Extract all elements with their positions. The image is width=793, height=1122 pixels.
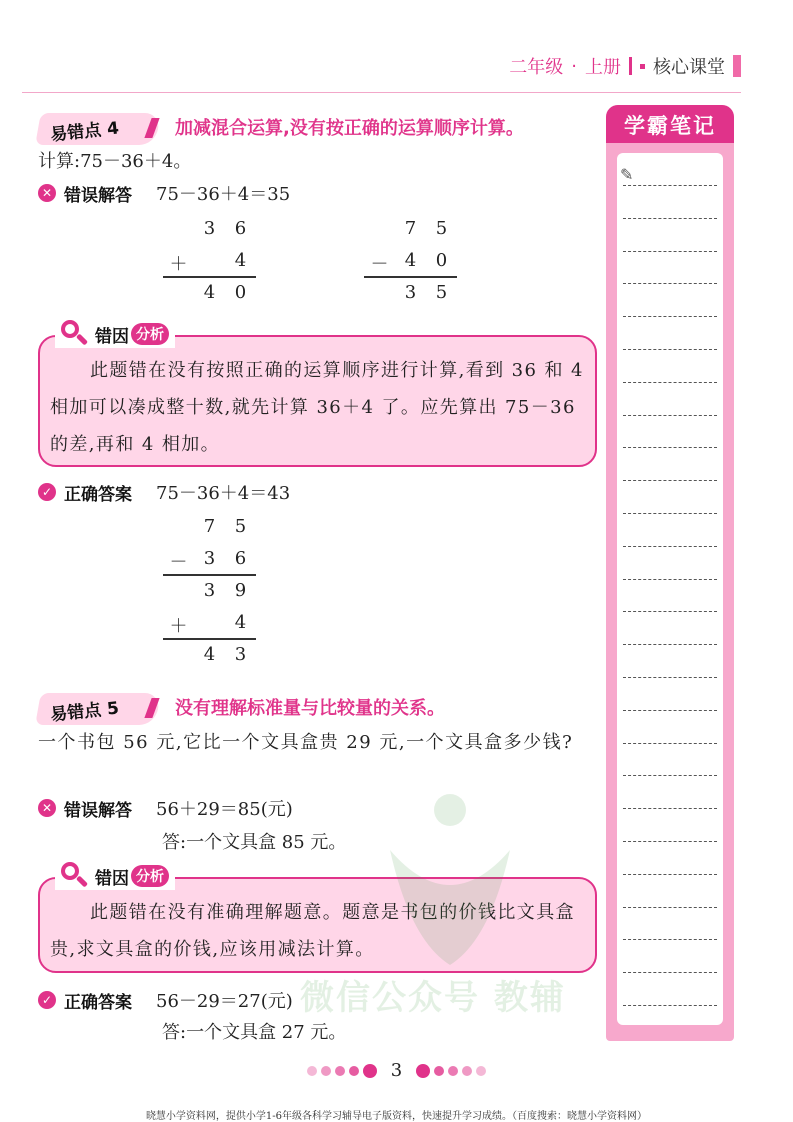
calc-cell: 3 [404, 282, 417, 303]
watermark-text: 微信公众号 教辅 [300, 978, 566, 1018]
calc-cell: 3 [203, 580, 216, 601]
page-dot [462, 1066, 472, 1076]
page-dot [448, 1066, 458, 1076]
calc-rule [163, 276, 256, 278]
note-line [623, 349, 717, 350]
calc-cell [163, 580, 194, 601]
calc-cell: 4 [203, 282, 216, 303]
page-number: 3 [390, 1060, 403, 1081]
section5-problem: 一个书包 56 元,它比一个文具盒贵 29 元,一个文具盒多少钱? [38, 732, 574, 753]
wrong-equation: 56＋29＝85(元) [156, 799, 293, 820]
header-volume: 上册 [585, 57, 621, 78]
note-line [623, 316, 717, 317]
analysis-label: 错因 [95, 868, 129, 889]
calc-rule [163, 638, 256, 640]
check-circle-icon: ✓ [38, 483, 56, 501]
error-point-tag-5: 易错点 5 [49, 698, 120, 726]
magnifier-icon [61, 862, 89, 890]
section4-wrong-row [38, 180, 290, 206]
note-line [623, 283, 717, 284]
calc-cell: ＋ [169, 254, 188, 275]
magnifier-icon [61, 320, 89, 348]
calc-cell: 9 [234, 580, 247, 601]
note-line [623, 907, 717, 908]
section4-right-row [38, 479, 290, 505]
calc-cell: 5 [435, 282, 448, 303]
check-circle-icon: ✓ [38, 991, 56, 1009]
pencil-icon: ✎ [620, 165, 634, 184]
calc-cell: 0 [435, 250, 448, 271]
notes-writing-area[interactable] [617, 153, 723, 1025]
section5-right-row [38, 987, 293, 1013]
header-dot: · [571, 55, 577, 77]
header-grade: 二年级 [509, 57, 564, 78]
note-line [623, 710, 717, 711]
calc-cell [364, 282, 395, 303]
note-line [623, 743, 717, 744]
header-square-icon [640, 64, 645, 69]
calc-cell [163, 516, 194, 537]
calc-cell: － [169, 552, 188, 573]
note-line [623, 1005, 717, 1006]
note-line [623, 251, 717, 252]
calc-cell: 7 [203, 516, 216, 537]
calc-cell: 3 [234, 644, 247, 665]
calc-rule [163, 574, 256, 576]
note-line [623, 972, 717, 973]
right-answer-sentence: 答:一个文具盒 27 元。 [162, 1022, 347, 1043]
page-dot [335, 1066, 345, 1076]
page-dot [416, 1064, 430, 1078]
section4-problem: 计算:75－36＋4。 [38, 151, 192, 172]
wrong-vertical-calc-2 [364, 218, 457, 318]
calc-cell [163, 218, 194, 239]
wrong-vertical-calc-1 [163, 218, 256, 318]
right-equation: 75－36＋4＝43 [156, 483, 291, 504]
analysis-badge: 分析 [131, 323, 169, 345]
right-vertical-calc [163, 516, 256, 676]
page-number-row [0, 1060, 793, 1081]
note-line [623, 382, 717, 383]
analysis-label: 错因 [95, 326, 129, 347]
calc-cell: 3 [203, 548, 216, 569]
page-dot [363, 1064, 377, 1078]
section4-title: 加减混合运算,没有按正确的运算顺序计算。 [175, 118, 524, 139]
calc-cell: 5 [234, 516, 247, 537]
analysis-header-4 [55, 320, 175, 348]
notes-title: 学霸笔记 [624, 114, 716, 138]
calc-cell: 4 [234, 612, 247, 633]
calc-cell [163, 644, 194, 665]
header-course: 核心课堂 [653, 57, 725, 78]
note-line [623, 546, 717, 547]
calc-cell: 4 [203, 644, 216, 665]
section5-title: 没有理解标准量与比较量的关系。 [175, 698, 445, 719]
wrong-answer-label: 错误解答 [64, 800, 132, 821]
watermark-logo [380, 790, 520, 970]
header-separator [629, 57, 632, 75]
page-dot [349, 1066, 359, 1076]
x-circle-icon: ✕ [38, 184, 56, 202]
header-end-bar [733, 55, 741, 77]
note-line [623, 874, 717, 875]
x-circle-icon: ✕ [38, 799, 56, 817]
section5-wrong-row [38, 795, 293, 821]
calc-cell [194, 612, 225, 638]
calc-cell: 6 [234, 548, 247, 569]
page-header [509, 52, 741, 80]
analysis-header-5 [55, 862, 175, 890]
page-dot [321, 1066, 331, 1076]
note-line [623, 841, 717, 842]
note-line [623, 611, 717, 612]
calc-cell: － [370, 254, 389, 275]
note-line [623, 677, 717, 678]
analysis-badge: 分析 [131, 865, 169, 887]
wrong-answer-label: 错误解答 [64, 185, 132, 206]
calc-cell [163, 282, 194, 303]
page-dot [476, 1066, 486, 1076]
calc-cell: 4 [404, 250, 417, 271]
note-line [623, 579, 717, 580]
calc-cell: 6 [234, 218, 247, 239]
right-answer-label: 正确答案 [64, 484, 132, 505]
footer-text: 晓慧小学资料网，提供小学1-6年级各科学习辅导电子版资料，快速提升学习成绩。（百度搜索：晓慧小学资料网） [145, 1111, 648, 1122]
right-answer-label: 正确答案 [64, 992, 132, 1013]
calc-cell: 3 [203, 218, 216, 239]
calc-cell: 5 [435, 218, 448, 239]
note-line [623, 185, 717, 186]
note-line [623, 480, 717, 481]
note-line [623, 447, 717, 448]
calc-cell [194, 250, 225, 276]
analysis-text-4: 此题错在没有按照正确的运算顺序进行计算,看到 36 和 4 相加可以凑成整十数,就先计算 36＋4 了。应先算出 75－36 的差,再和 4 相加。 [50, 360, 584, 455]
note-line [623, 939, 717, 940]
note-line [623, 775, 717, 776]
note-line [623, 415, 717, 416]
wrong-equation: 75－36＋4＝35 [156, 184, 291, 205]
note-line [623, 513, 717, 514]
calc-rule [364, 276, 457, 278]
error-point-tag-4: 易错点 4 [49, 118, 120, 146]
right-equation: 56－29＝27(元) [156, 991, 293, 1012]
wrong-answer-sentence: 答:一个文具盒 85 元。 [162, 832, 347, 853]
calc-cell: ＋ [169, 616, 188, 637]
note-line [623, 808, 717, 809]
header-rule [22, 92, 741, 93]
page-dot [307, 1066, 317, 1076]
calc-cell: 0 [234, 282, 247, 303]
analysis-text-5: 此题错在没有准确理解题意。题意是书包的价钱比文具盒贵,求文具盒的价钱,应该用减法计算。 [50, 902, 575, 960]
note-line [623, 644, 717, 645]
page-dot [434, 1066, 444, 1076]
calc-cell: 4 [234, 250, 247, 271]
calc-cell [364, 218, 395, 239]
note-line [623, 218, 717, 219]
calc-cell: 7 [404, 218, 417, 239]
